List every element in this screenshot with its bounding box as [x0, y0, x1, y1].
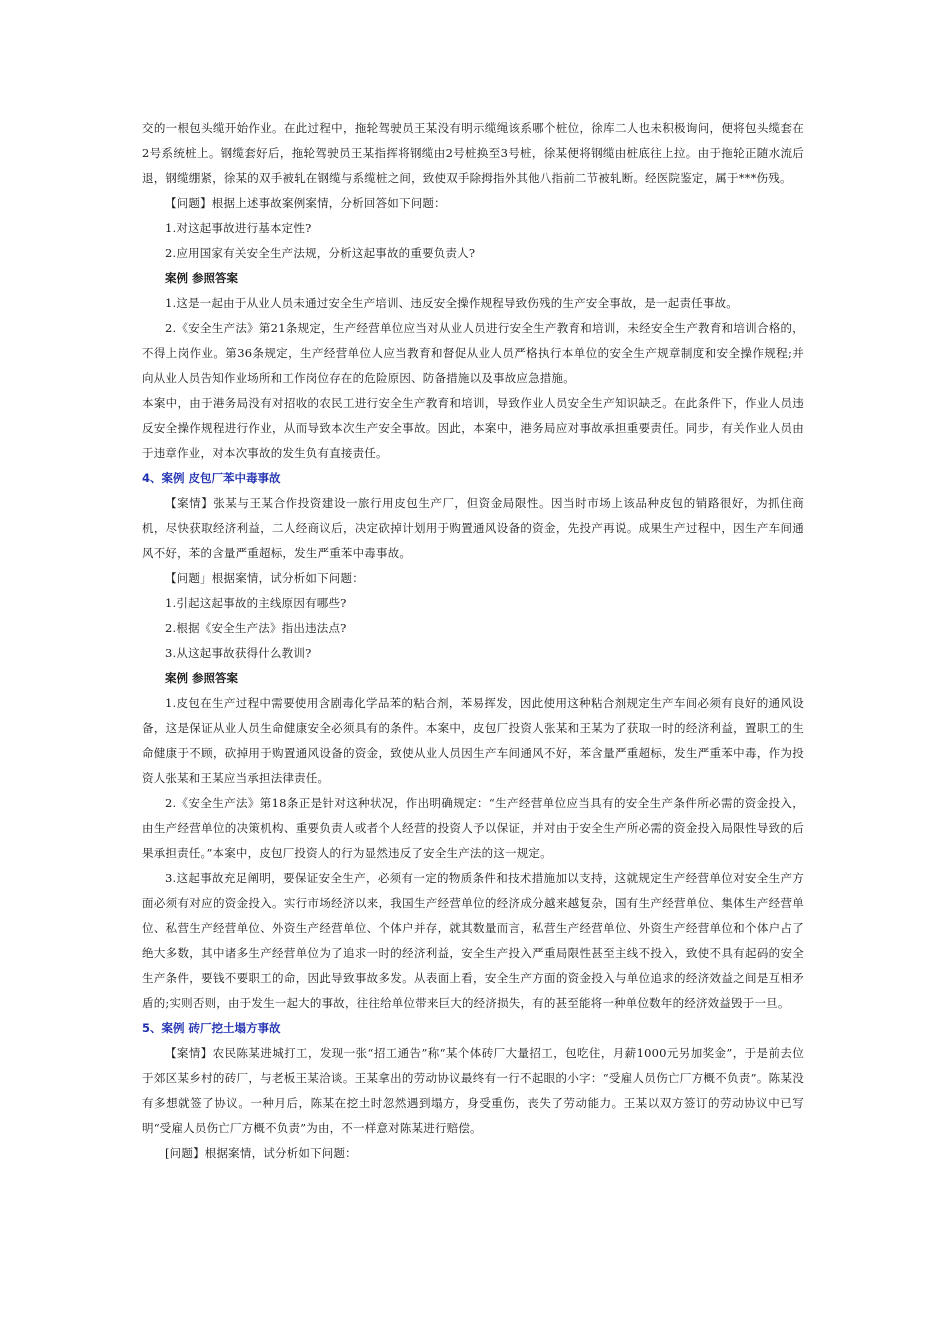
answer-title-3: 案例 参照答案 — [165, 271, 239, 285]
question-intro-3: 【问题】根据上述事故案例案情，分析回答如下问题： — [165, 196, 446, 210]
answer-4-1: 1.皮包在生产过程中需要使用含剧毒化学品苯的粘合剂，苯易挥发，因此使用这种粘合剂规定生产车间必须有良好的通风设备，这是保证从业人员生命健康安全必须具有的条件。本案中，皮包厂投资人张某和王某为了获取一时的经济利益，置职工的生命健康于不顾，砍掉用于购置通风设备的资金，致使从业人员因生产车间通风不好，苯含量严重超标，发生严重苯中毒，作为投资人张某和王某应当承担法律责任。 — [142, 696, 804, 785]
paragraph-case3-continued: 交的一根包头缆开始作业。在此过程中，拖轮驾驶员王某没有明示缆绳该系哪个桩位，徐库二人也未积极询问，便将包头缆套在2号系统桩上。钢缆套好后，拖轮驾驶员王某指挥将钢缆由2号桩换至3号桩，徐某便将钢缆由桩底往上拉。由于拖轮正随水流后退，钢缆绷紧，徐某的双手被轧在钢缆与系缆桩之间，致使双手除拇指外其他八指前二节被轧断。经医院鉴定，属于***伤残。 — [142, 121, 804, 185]
answer-4-2: 2.《安全生产法》第18条正是针对这种状况，作出明确规定：“生产经营单位应当具有的安全生产条件所必需的资金投入，由生产经营单位的决策机构、重要负责人或者个人经营的投资人予以保证，并对由于安全生产所必需的资金投入局限性导致的后果承担责任。”本案中，皮包厂投资人的行为显然违反了安全生产法的这一规定。 — [142, 796, 804, 860]
case-4-description: 【案情】张某与王某合作投资建设一旅行用皮包生产厂，但资金局限性。因当时市场上该品种皮包的销路很好，为抓住商机，尽快获取经济利益，二人经商议后，决定砍掉计划用于购置通风设备的资金，先投产再说。成果生产过程中，因生产车间通风不好，苯的含量严重超标，发生严重苯中毒事故。 — [142, 496, 804, 560]
answer-title-4: 案例 参照答案 — [165, 671, 239, 685]
question-intro-4: 【问题」根据案情，试分析如下问题： — [165, 571, 364, 585]
section-heading-5: 5、案例 砖厂挖土塌方事故 — [142, 1021, 281, 1035]
document-page — [142, 116, 804, 1166]
question-3-2: 2.应用国家有关安全生产法规，分析这起事故的重要负责人? — [165, 246, 476, 260]
question-3-1: 1.对这起事故进行基本定性? — [165, 221, 312, 235]
answer-4-3: 3.这起事故充足阐明，要保证安全生产，必须有一定的物质条件和技术措施加以支持，这就规定生产经营单位对安全生产方面必须有对应的资金投入。实行市场经济以来，我国生产经营单位的经济成分越来越复杂，国有生产经营单位、集体生产经营单位、私营生产经营单位、外资生产经营单位、个体户并存，就其数量而言，私营生产经营单位、外资生产经营单位和个体户占了绝大多数，其中诸多生产经营单位为了追求一时的经济利益，安全生产投入严重局限性甚至主线不投入，致使不具有起码的安全生产条件，要钱不要职工的命，因此导致事故多发。从表面上看，安全生产方面的资金投入与单位追求的经济效益之间是互相矛盾的;实则否则，由于发生一起大的事故，往往给单位带来巨大的经济损失，有的甚至能将一种单位数年的经济效益毁于一旦。 — [142, 871, 804, 1010]
section-heading-4: 4、案例 皮包厂苯中毒事故 — [142, 471, 281, 485]
question-4-2: 2.根据《安全生产法》指出违法点? — [165, 621, 347, 635]
case-5-description: 【案情】农民陈某进城打工，发现一张“招工通告”称“某个体砖厂大量招工，包吃住，月薪1000元另加奖金”，于是前去位于郊区某乡村的砖厂，与老板王某洽谈。王某拿出的劳动协议最终有一行不起眼的小字：“受雇人员伤亡厂方概不负责”。陈某没有多想就签了协议。一种月后，陈某在挖土时忽然遇到塌方，身受重伤，丧失了劳动能力。王某以双方签订的劳动协议中已写明“受雇人员伤亡厂方概不负责”为由，不一样意对陈某进行赔偿。 — [142, 1046, 804, 1135]
answer-3-3: 本案中，由于港务局没有对招收的农民工进行安全生产教育和培训，导致作业人员安全生产知识缺乏。在此条件下，作业人员违反安全操作规程进行作业，从而导致本次生产安全事故。因此，本案中，港务局应对事故承担重要责任。同步，有关作业人员由于违章作业，对本次事故的发生负有直接责任。 — [142, 396, 804, 460]
question-4-1: 1.引起这起事故的主线原因有哪些? — [165, 596, 347, 610]
question-4-3: 3.从这起事故获得什么教训? — [165, 646, 312, 660]
question-intro-5: [问题】根据案情，试分析如下问题： — [165, 1146, 357, 1160]
answer-3-2: 2.《安全生产法》第21条规定，生产经营单位应当对从业人员进行安全生产教育和培训，未经安全生产教育和培训合格的，不得上岗作业。第36条规定，生产经营单位人应当教育和督促从业人员严格执行本单位的安全生产规章制度和安全操作规程;并向从业人员告知作业场所和工作岗位存在的危险原因、防备措施以及事故应急措施。 — [142, 321, 804, 385]
answer-3-1: 1.这是一起由于从业人员未通过安全生产培训、违反安全操作规程导致伤残的生产安全事故，是一起责任事故。 — [165, 296, 738, 310]
